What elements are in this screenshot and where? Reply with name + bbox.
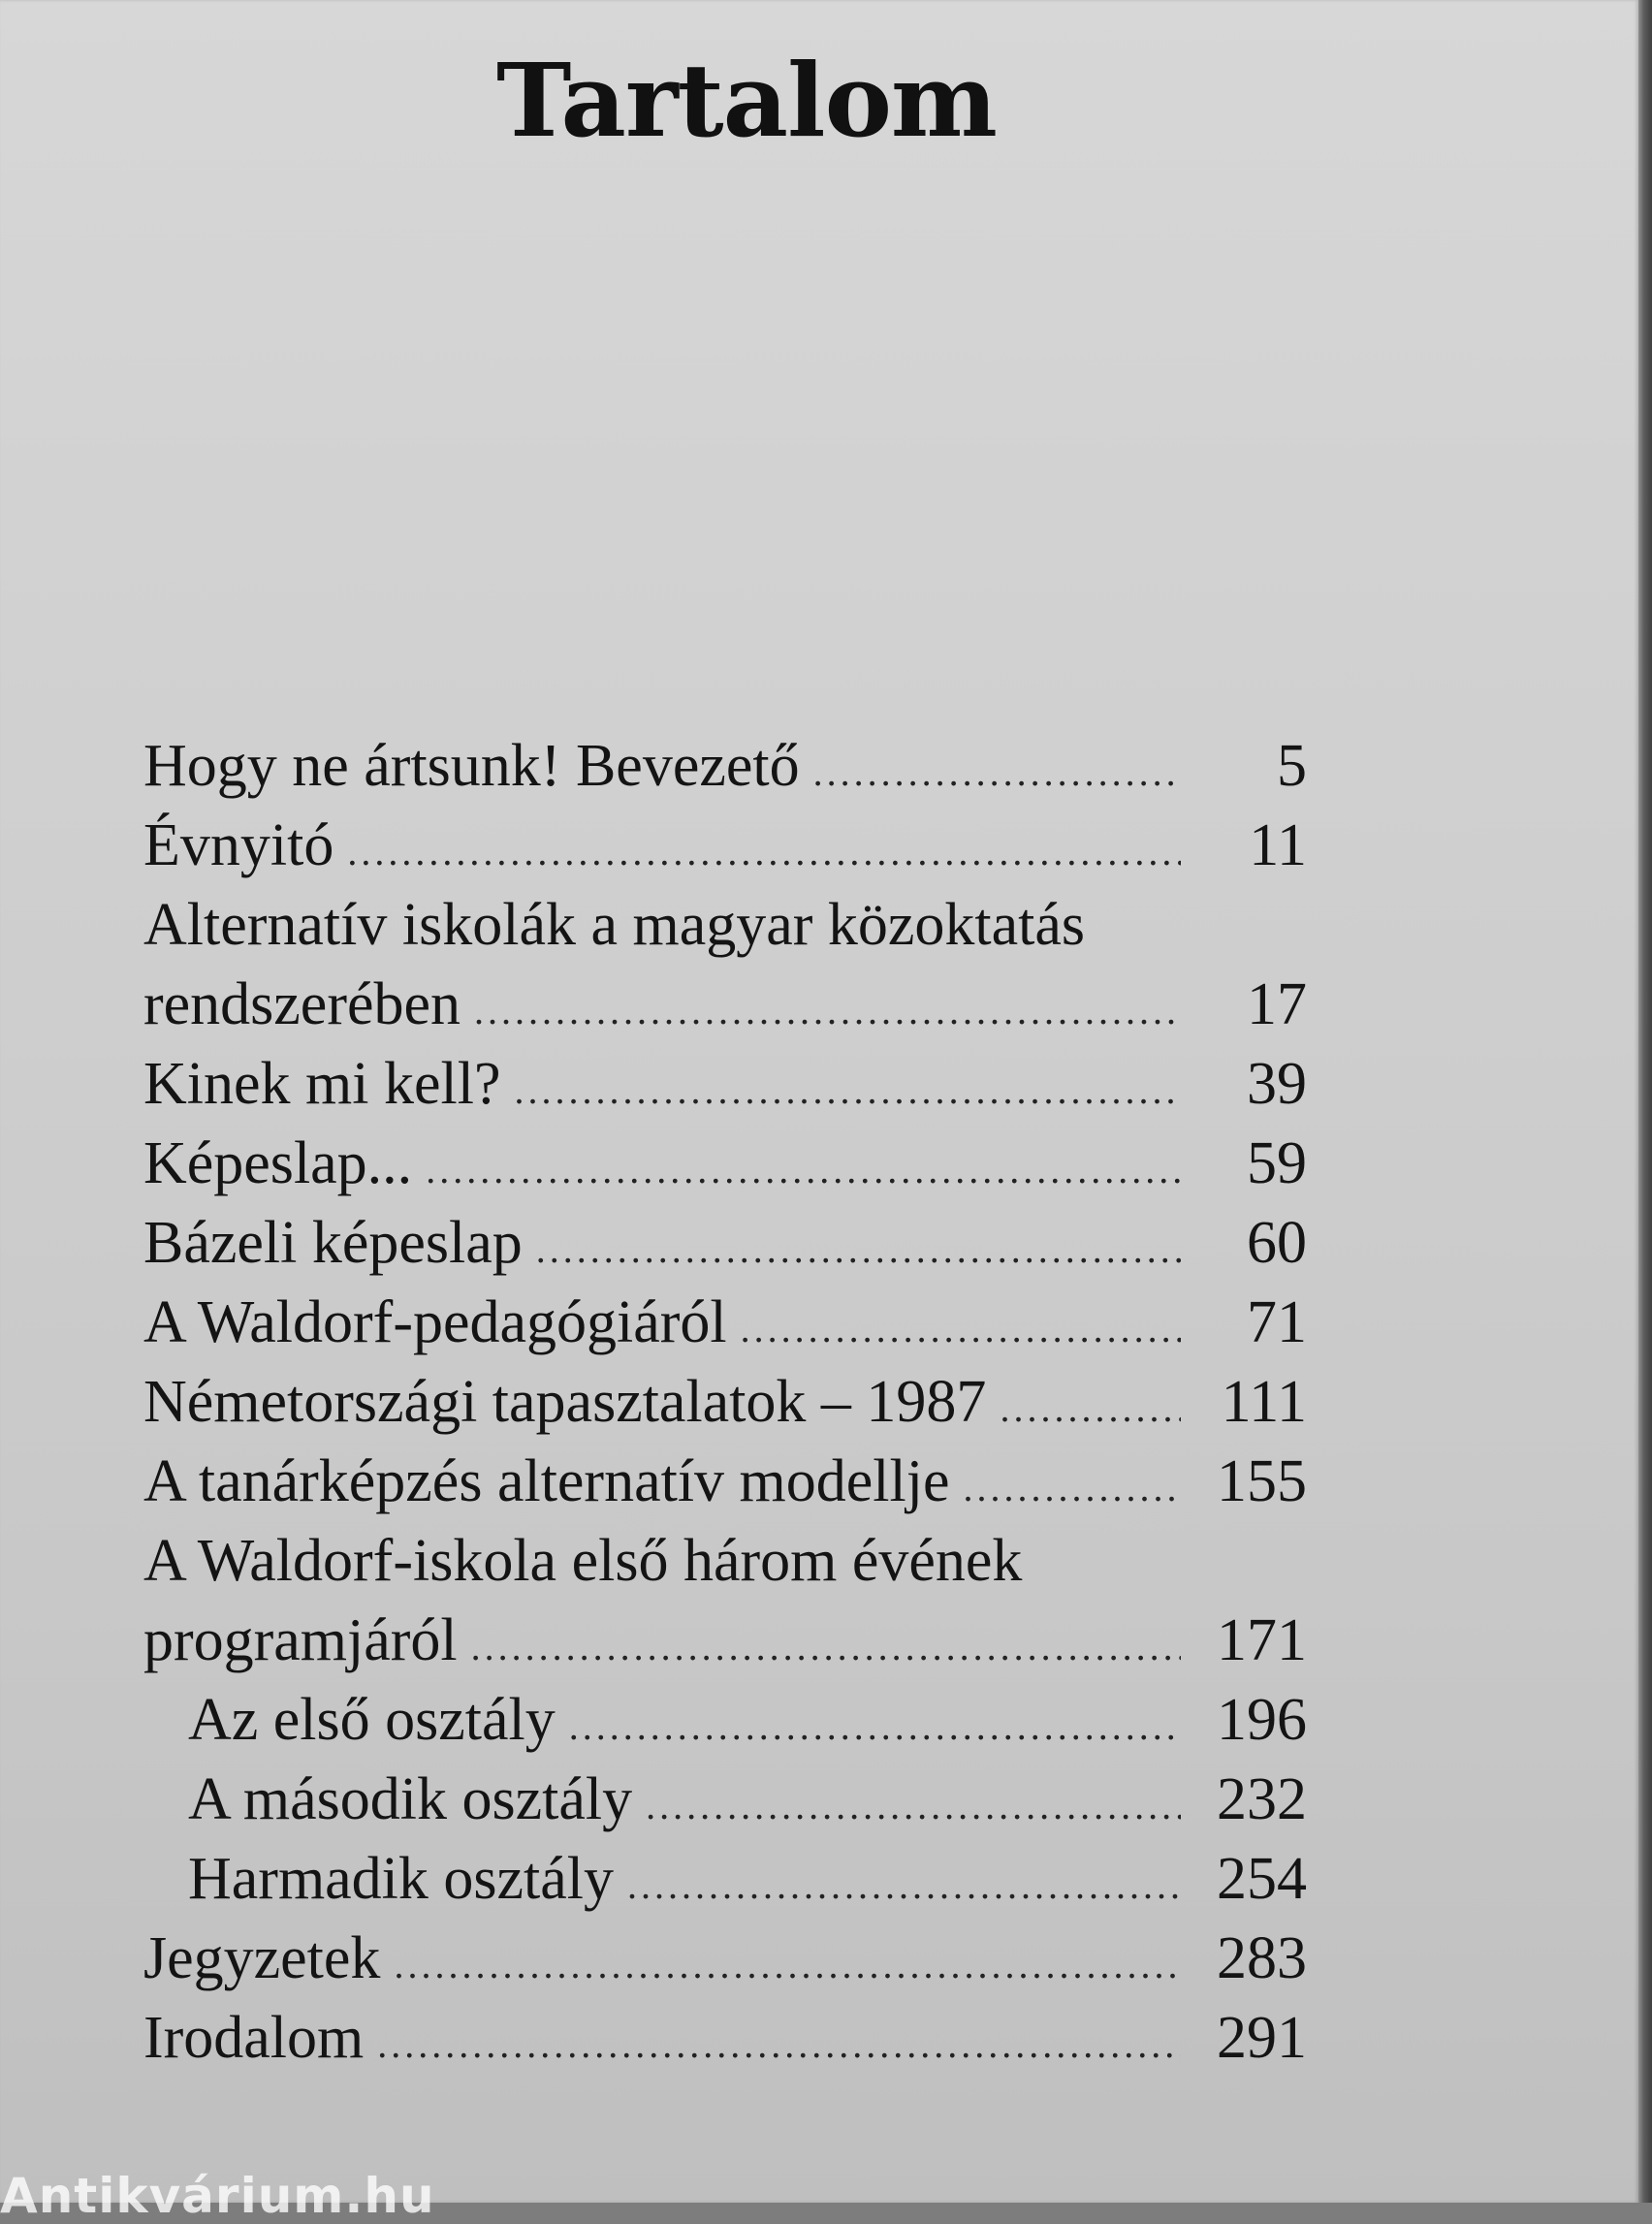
toc-page-number: 5	[1277, 733, 1307, 799]
toc-entry-title: Hogy ne ártsunk! Bevezető	[143, 733, 800, 799]
toc-page-number: 155	[1217, 1448, 1307, 1514]
toc-leader-dots	[1000, 1368, 1181, 1449]
toc-entry	[143, 1123, 1307, 1204]
toc-subentry	[188, 1838, 1307, 1920]
toc-subentry	[188, 1679, 1307, 1761]
toc-page-number: 17	[1247, 971, 1307, 1037]
toc-leader-dots	[964, 1447, 1182, 1529]
toc-page-number: 111	[1221, 1369, 1307, 1435]
toc-leader-dots	[536, 1209, 1181, 1290]
toc-leader-dots	[394, 1924, 1181, 2006]
toc-entry-title: Jegyzetek	[143, 1925, 381, 1991]
toc-entry	[143, 1282, 1307, 1363]
toc-page-number: 232	[1217, 1766, 1307, 1832]
page-edge-shadow	[1638, 0, 1652, 2203]
toc-leader-dots	[741, 1288, 1181, 1370]
toc-page-number: 39	[1247, 1051, 1307, 1117]
toc-entry-title: A tanárképzés alternatív modellje	[143, 1448, 950, 1514]
toc-leader-dots	[569, 1686, 1181, 1767]
toc-page-number: 60	[1247, 1210, 1307, 1276]
toc-entry-first-line	[143, 884, 1307, 966]
toc-entry-first-line	[143, 1520, 1307, 1602]
toc-entry-title: Kinek mi kell?	[143, 1051, 501, 1117]
toc-leader-dots	[347, 811, 1181, 893]
toc-entry-title: Bázeli képeslap	[143, 1210, 523, 1276]
toc-page-number: 171	[1217, 1607, 1307, 1673]
toc-leader-dots	[646, 1765, 1181, 1847]
watermark: Antikvárium.hu	[0, 2168, 435, 2224]
toc-entry	[143, 964, 1307, 1045]
toc-entry-title: Harmadik osztály	[188, 1846, 615, 1912]
toc-entry-title: Évnyitó	[143, 812, 334, 878]
toc-entry-title-continued: rendszerében	[143, 971, 461, 1037]
toc-entry	[143, 1361, 1307, 1443]
toc-entry-title: Németországi tapasztalatok – 1987	[143, 1369, 987, 1435]
toc-entry-title: Irodalom	[143, 2005, 365, 2071]
toc-page-number: 254	[1217, 1846, 1307, 1912]
toc-leader-dots	[627, 1845, 1181, 1926]
page-title: Tartalom	[496, 41, 997, 160]
toc-page-number: 59	[1247, 1130, 1307, 1196]
toc-entry-title: Az első osztály	[188, 1687, 556, 1753]
toc-leader-dots	[514, 1050, 1181, 1131]
toc-entry	[143, 1997, 1307, 2079]
toc-leader-dots	[474, 970, 1181, 1052]
toc-subentry	[188, 1759, 1307, 1840]
toc-entry	[143, 725, 1307, 807]
toc-entry-title: Alternatív iskolák a magyar közoktatás	[143, 892, 1086, 958]
toc-page-number: 291	[1217, 2005, 1307, 2071]
toc-entry	[143, 1441, 1307, 1522]
toc-entry	[143, 805, 1307, 886]
toc-entry-title: A Waldorf-pedagógiáról	[143, 1289, 727, 1355]
toc-leader-dots	[813, 732, 1181, 813]
toc-leader-dots	[471, 1606, 1181, 1688]
toc-entry-title-continued: programjáról	[143, 1607, 458, 1673]
toc-entry	[143, 1600, 1307, 1681]
toc-page-number: 283	[1217, 1925, 1307, 1991]
toc-entry-title: A Waldorf-iskola első három évének	[143, 1528, 1023, 1594]
toc-entry	[143, 1043, 1307, 1125]
toc-entry-title: A második osztály	[188, 1766, 633, 1832]
toc-entry	[143, 1202, 1307, 1284]
toc-page-number: 11	[1249, 812, 1307, 878]
toc-leader-dots	[426, 1129, 1181, 1211]
toc-page-number: 196	[1217, 1687, 1307, 1753]
toc-entry	[143, 1918, 1307, 1999]
toc-page-number: 71	[1247, 1289, 1307, 1355]
toc-entry-title: Képeslap...	[143, 1130, 413, 1196]
toc-leader-dots	[377, 2004, 1181, 2085]
